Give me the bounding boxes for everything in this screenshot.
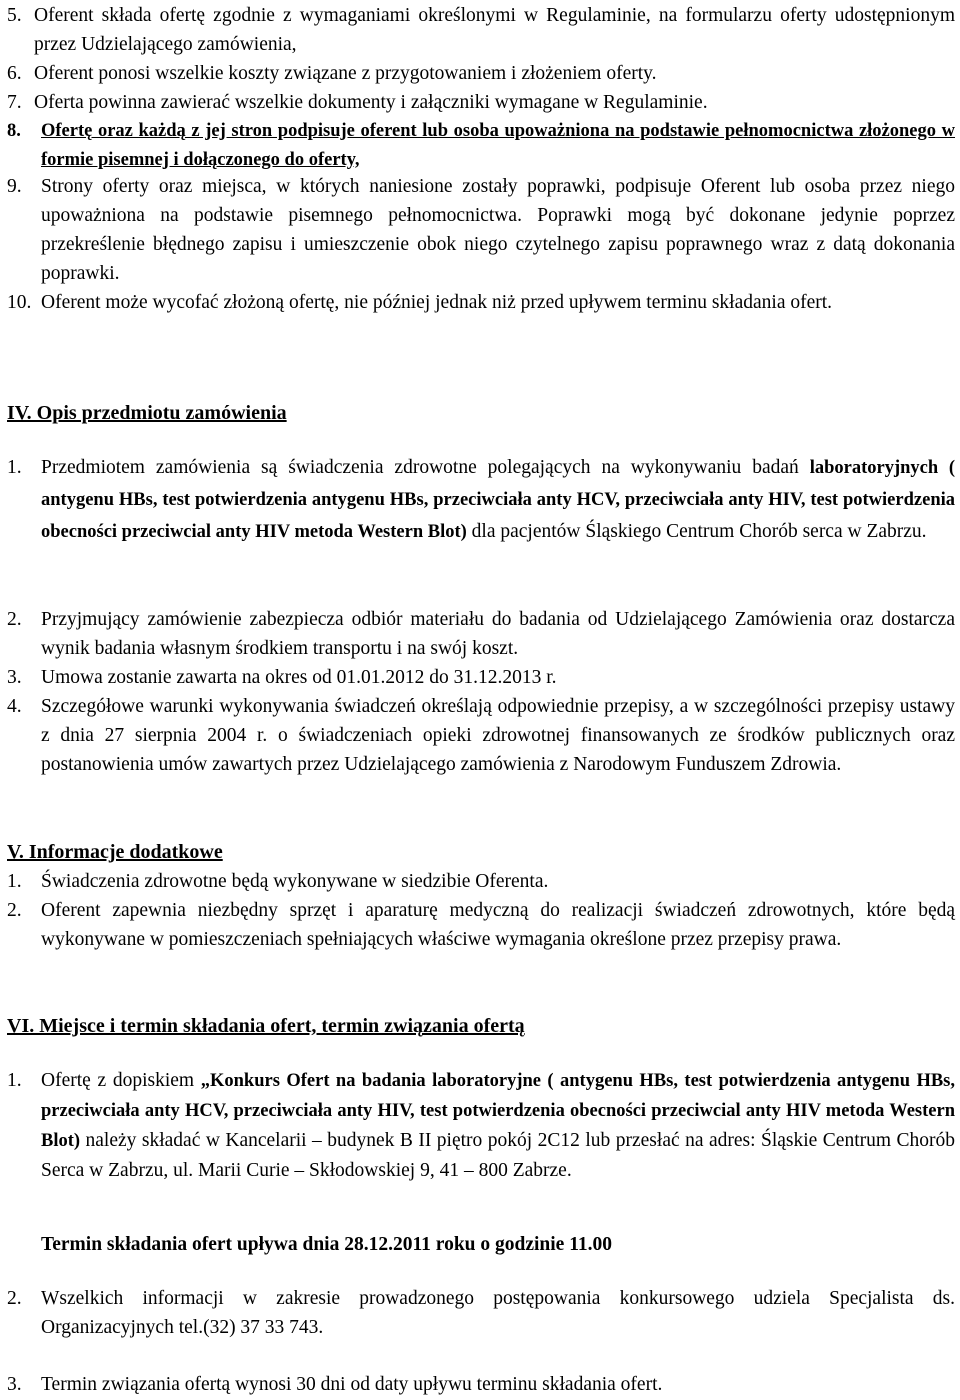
list-number: 7.: [7, 92, 22, 113]
list-text: Oferent zapewnia niezbędny sprzęt i aparaturę medyczną do realizacji świadczeń zdrowotnych, które będą wykonywane w pomieszczeniach spełniających właściwe wymagania określone przez przepisy prawa.: [41, 900, 955, 950]
list-text: Oferent może wycofać złożoną ofertę, nie później jednak niż przed upływem terminu składania ofert.: [41, 292, 833, 313]
section-v-item-2: [7, 896, 955, 954]
section-vi-item-2: [7, 1284, 955, 1342]
list-text: Termin związania ofertą wynosi 30 dni od daty upływu terminu składania ofert.: [41, 1374, 663, 1395]
list-item-6: [7, 59, 955, 88]
section-iv-item-2: [7, 605, 955, 663]
list-item-5: [7, 1, 955, 59]
list-number: 1.: [7, 1070, 22, 1091]
list-number: 2.: [7, 609, 22, 630]
list-number: 10.: [7, 292, 32, 313]
item-text-lead: Przedmiotem zamówienia są świadczenia zdrowotne polegających na wykonywaniu badań: [41, 457, 810, 478]
section-iv-item-3: [7, 663, 955, 692]
section-vi-heading: VI. Miejsce i termin składania ofert, termin związania ofertą: [7, 1015, 525, 1037]
list-text: Strony oferty oraz miejsca, w których naniesione zostały poprawki, podpisuje Oferent lub osoba przez niego upoważniona na podstawie pisemnego pełnomocnictwa. Poprawki mogą być dokonane jedynie poprzez przekreślenie błędnego zapisu i umieszczenie obok niego czytelnego zapisu poprawnego wraz z datą dokonania poprawki.: [41, 176, 955, 284]
list-text: Oferent ponosi wszelkie koszty związane z przygotowaniem i złożeniem oferty.: [34, 63, 657, 84]
list-text: Ofertę oraz każdą z jej stron podpisuje oferent lub osoba upoważniona na podstawie pełnomocnictwa złożonego w formie pisemnej i dołączonego do oferty,: [41, 121, 955, 170]
list-text: Świadczenia zdrowotne będą wykonywane w siedzibie Oferenta.: [41, 871, 549, 892]
list-number: 9.: [7, 176, 22, 197]
list-number: 1.: [7, 457, 22, 478]
submission-deadline: Termin składania ofert upływa dnia 28.12.2011 roku o godzinie 11.00: [41, 1234, 613, 1255]
list-item-10: [7, 288, 955, 317]
section-vi-item-3: [7, 1370, 955, 1399]
list-item-7: [7, 88, 955, 117]
list-number: 4.: [7, 696, 22, 717]
section-iv-item-1: [7, 452, 955, 548]
list-text: Wszelkich informacji w zakresie prowadzonego postępowania konkursowego udziela Specjalista ds. Organizacyjnych tel.(32) 37 33 743.: [41, 1288, 955, 1338]
list-number: 6.: [7, 63, 22, 84]
list-number: 5.: [7, 5, 22, 26]
list-number: 1.: [7, 871, 22, 892]
list-text: Oferta powinna zawierać wszelkie dokumenty i załączniki wymagane w Regulaminie.: [34, 92, 708, 113]
item-text-bold: laboratoryjnych ( antygenu HBs, test potwierdzenia antygenu HBs, przeciwciała anty HCV, przeciwciała anty HIV, test potwierdzenia obecności przeciwcial anty HIV metoda Western Blot): [41, 458, 956, 542]
list-number: 8.: [7, 121, 21, 141]
list-text: Przyjmujący zamówienie zabezpiecza odbiór materiału do badania od Udzielającego Zamówienia oraz dostarcza wynik badania własnym środkiem transportu i na swój koszt.: [41, 609, 955, 659]
list-number: 2.: [7, 1288, 22, 1309]
list-text: Szczegółowe warunki wykonywania świadczeń określają odpowiednie przepisy, a w szczególności przepisy ustawy z dnia 27 sierpnia 2004 r. o świadczeniach opieki zdrowotnej finansowanych ze środków publicznych oraz postanowienia umów zawartych przez Udzielającego zamówienia z Narodowym Funduszem Zdrowia.: [41, 696, 955, 775]
list-item-8: [7, 117, 955, 175]
item-text-lead: Ofertę z dopiskiem: [41, 1070, 201, 1091]
section-iv-heading: IV. Opis przedmiotu zamówienia: [7, 402, 287, 424]
section-iv-item-4: [7, 692, 955, 779]
list-number: 2.: [7, 900, 22, 921]
list-item-9: [7, 172, 955, 288]
section-v-heading: V. Informacje dodatkowe: [7, 841, 223, 863]
list-number: 3.: [7, 667, 22, 688]
section-v-item-1: [7, 867, 955, 896]
section-vi-item-1: [7, 1066, 955, 1185]
list-text: Umowa zostanie zawarta na okres od 01.01.2012 do 31.12.2013 r.: [41, 667, 557, 688]
item-text-tail: dla pacjentów Śląskiego Centrum Chorób serca w Zabrzu.: [466, 521, 927, 542]
list-number: 3.: [7, 1374, 22, 1395]
item-text-bold: „Konkurs Ofert na badania laboratoryjne ( antygenu HBs, test potwierdzenia antygenu HBs, przeciwciała anty HCV, przeciwciała anty HIV, test potwierdzenia obecności przeciwcial anty HIV metoda Western Blot): [41, 1071, 955, 1151]
item-text-tail: należy składać w Kancelarii – budynek B II piętro pokój 2C12 lub przesłać na adres: Śląskie Centrum Chorób Serca w Zabrzu, ul. Marii Curie – Skłodowskiej 9, 41 – 800 Zabrze.: [41, 1130, 955, 1181]
list-text: Oferent składa ofertę zgodnie z wymaganiami określonymi w Regulaminie, na formularzu oferty udostępnionym przez Udzielającego zamówienia,: [34, 5, 955, 55]
